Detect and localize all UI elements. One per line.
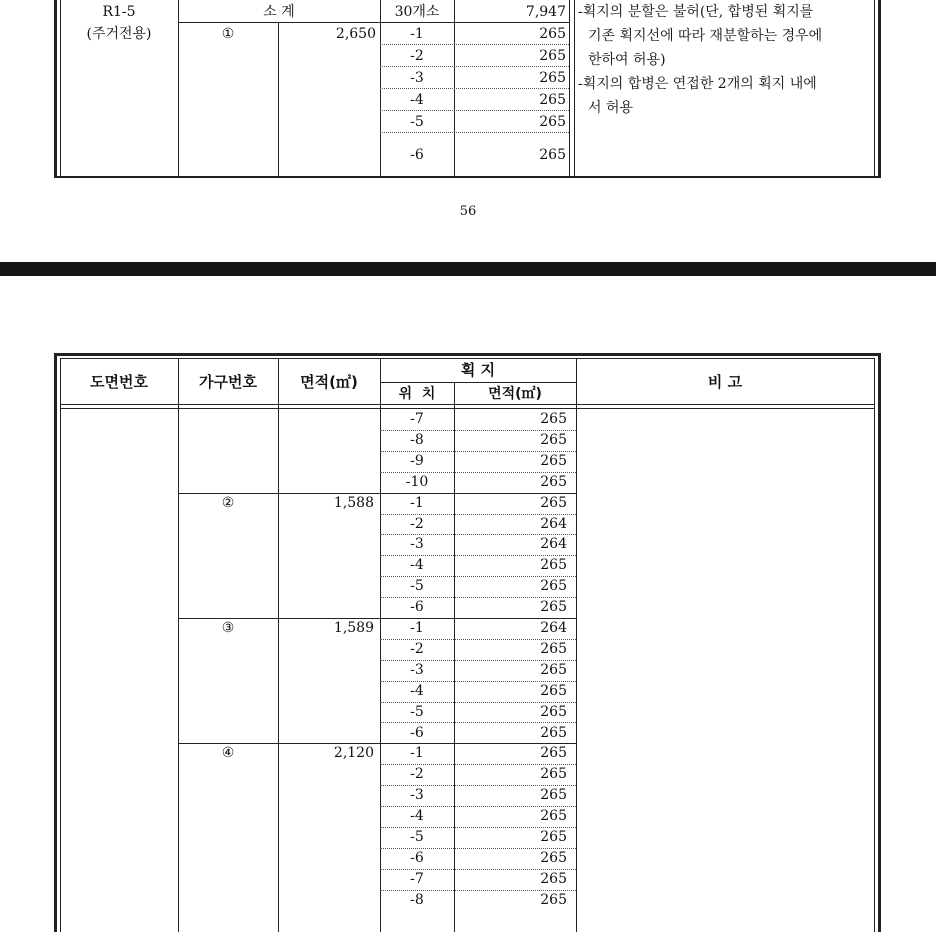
lot-position: -9 — [410, 453, 424, 469]
lot-position: -6 — [410, 725, 424, 741]
block-number: ④ — [221, 745, 235, 761]
lot-area: 265 — [540, 578, 567, 594]
lot-position: -4 — [410, 808, 424, 824]
lot-position: -5 — [410, 704, 424, 720]
header-lot-area: 면적(㎡) — [488, 386, 542, 402]
top-table-left-border — [54, 0, 57, 177]
lot-area: 265 — [540, 453, 567, 469]
district-use: (주거전용) — [86, 26, 152, 42]
lot-position: -4 — [410, 557, 424, 573]
lot-area: 264 — [540, 620, 567, 636]
header-bottom-line-2 — [60, 408, 875, 409]
remark-line: -획지의 합병은 연접한 2개의 획지 내에 — [578, 76, 817, 92]
remark-line: -획지의 분할은 불허(단, 합병된 획지를 — [578, 4, 814, 20]
lot-position: -6 — [410, 147, 424, 163]
lot-position: -2 — [410, 516, 424, 532]
col-line-5 — [576, 358, 577, 932]
lot-area: 265 — [539, 147, 566, 163]
bottom-table-top-border — [54, 353, 881, 356]
lot-row-divider — [380, 110, 569, 111]
lot-area: 265 — [540, 850, 567, 866]
lot-position: -5 — [410, 578, 424, 594]
lot-area: 265 — [540, 641, 567, 657]
top-col-line-5 — [569, 0, 570, 176]
lot-position: -2 — [410, 766, 424, 782]
lot-position: -4 — [410, 683, 424, 699]
lot-area: 265 — [539, 26, 566, 42]
header-block-no: 가구번호 — [199, 373, 257, 391]
lot-position: -8 — [410, 432, 424, 448]
col-line-1 — [178, 358, 179, 932]
block-area: 2,120 — [333, 745, 374, 761]
lot-area: 265 — [540, 432, 567, 448]
bottom-table-left-inner-border — [60, 358, 61, 932]
header-lot: 획 지 — [460, 361, 496, 379]
lot-position: -5 — [410, 114, 424, 130]
lot-row-divider — [380, 722, 576, 723]
top-col-line-2 — [278, 22, 279, 176]
lot-position: -3 — [410, 787, 424, 803]
lot-area: 265 — [540, 766, 567, 782]
page-number: 56 — [459, 204, 477, 219]
remark-line: 한하여 허용) — [588, 52, 666, 68]
lot-area: 265 — [540, 683, 567, 699]
lot-position: -3 — [410, 662, 424, 678]
block-number: ① — [221, 26, 235, 42]
header-area: 면적(㎡) — [300, 373, 358, 391]
remark-line: 기존 획지선에 따라 재분할하는 경우에 — [588, 28, 823, 44]
lot-position: -2 — [410, 641, 424, 657]
subtotal-count: 30개소 — [394, 4, 440, 20]
block-number: ③ — [221, 620, 235, 636]
lot-position: -4 — [410, 92, 424, 108]
top-col-line-5b — [574, 0, 575, 176]
lot-area: 265 — [539, 48, 566, 64]
lot-position: -1 — [410, 26, 424, 42]
lot-area: 265 — [540, 745, 567, 761]
bottom-table-right-inner-border — [874, 358, 875, 932]
lot-area: 265 — [539, 70, 566, 86]
lot-area: 265 — [540, 725, 567, 741]
lot-area: 265 — [540, 704, 567, 720]
lot-position: -3 — [410, 70, 424, 86]
bottom-table-top-inner-border — [60, 358, 875, 359]
lot-position: -1 — [410, 745, 424, 761]
top-table-right-border — [878, 0, 881, 177]
lot-area: 265 — [540, 787, 567, 803]
lot-row-divider — [380, 88, 569, 89]
lot-area: 265 — [540, 599, 567, 615]
lot-position: -6 — [410, 850, 424, 866]
lot-position: -2 — [410, 48, 424, 64]
header-lot-position: 위 치 — [398, 386, 436, 402]
header-bottom-line — [60, 404, 875, 405]
district-code: R1-5 — [102, 4, 136, 20]
lot-position: -3 — [410, 536, 424, 552]
top-table-right-inner-border — [874, 0, 875, 177]
lot-area: 265 — [540, 871, 567, 887]
top-subtotal-line — [178, 22, 569, 23]
lot-area: 265 — [540, 662, 567, 678]
lot-position: -6 — [410, 599, 424, 615]
lot-area: 265 — [540, 495, 567, 511]
lot-area: 264 — [540, 516, 567, 532]
block-number: ② — [221, 495, 235, 511]
subtotal-label: 소 계 — [263, 4, 295, 20]
header-drawing-no: 도면번호 — [90, 373, 148, 391]
lot-header-split-line — [380, 382, 576, 383]
lot-area: 265 — [539, 114, 566, 130]
lot-area: 265 — [540, 411, 567, 427]
page-separator — [0, 262, 936, 276]
lot-position: -1 — [410, 495, 424, 511]
remark-line: 서 허용 — [588, 100, 634, 116]
block-area: 1,589 — [333, 620, 374, 636]
bottom-table-right-border — [878, 353, 881, 932]
lot-area: 265 — [540, 557, 567, 573]
lot-row-divider — [380, 132, 569, 133]
lot-area: 265 — [540, 808, 567, 824]
header-remarks: 비 고 — [707, 373, 743, 391]
lot-area: 265 — [540, 474, 567, 490]
lot-position: -10 — [405, 474, 429, 490]
top-table-bottom-border — [54, 176, 881, 178]
lot-row-divider — [380, 66, 569, 67]
subtotal-area: 7,947 — [525, 4, 566, 20]
lot-position: -7 — [410, 411, 424, 427]
block-area: 1,588 — [333, 495, 374, 511]
col-line-2 — [278, 358, 279, 932]
lot-area: 264 — [540, 536, 567, 552]
lot-position: -1 — [410, 620, 424, 636]
block-area: 2,650 — [335, 26, 376, 42]
lot-area: 265 — [540, 892, 567, 908]
lot-position: -8 — [410, 892, 424, 908]
lot-area: 265 — [540, 829, 567, 845]
lot-area: 265 — [539, 92, 566, 108]
lot-position: -7 — [410, 871, 424, 887]
lot-position: -5 — [410, 829, 424, 845]
lot-row-divider — [380, 44, 569, 45]
bottom-table-left-border — [54, 353, 57, 932]
